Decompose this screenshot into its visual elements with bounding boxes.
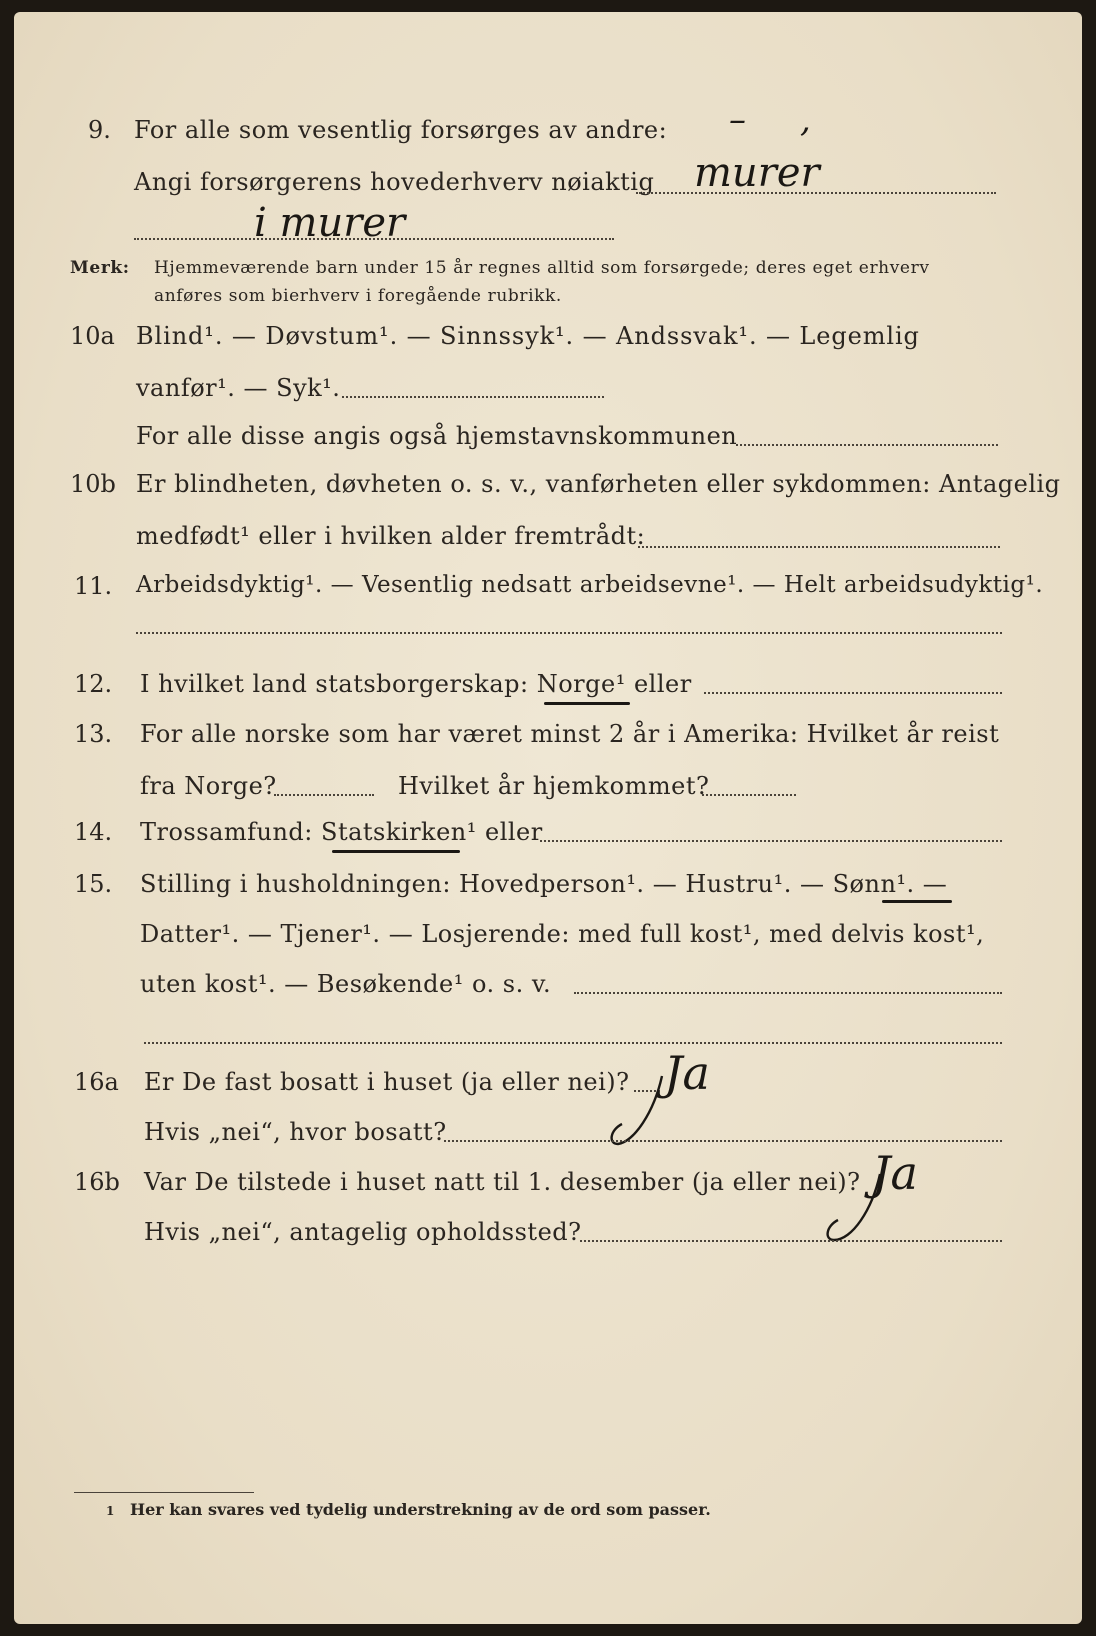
q15-line3: uten kost¹. — Besøkende¹ o. s. v. bbox=[140, 970, 552, 998]
q16b-line1: Var De tilstede i huset natt til 1. desember (ja eller nei)? bbox=[144, 1168, 861, 1196]
q16a-line2-dotted-fill bbox=[444, 1140, 1002, 1142]
q10a-line3: For alle disse angis også hjemstavnskommunen bbox=[136, 422, 738, 450]
q16b-line2: Hvis „nei“, antagelig opholdssted? bbox=[144, 1218, 582, 1246]
q16b-handwritten-answer: Ja bbox=[872, 1146, 918, 1200]
merk-line1: Hjemmeværende barn under 15 år regnes alltid som forsørgede; deres eget erhverv bbox=[154, 258, 930, 278]
merk-line2: anføres som bierhverv i foregående rubrikk. bbox=[154, 286, 562, 306]
q12-dotted-fill bbox=[704, 692, 1002, 694]
q10a-line1: Blind¹. — Døvstum¹. — Sinnssyk¹. — Andssvak¹. — Legemlig bbox=[136, 322, 920, 350]
q10b-line1: Er blindheten, døvheten o. s. v., vanførheten eller sykdommen: Antagelig bbox=[136, 470, 1061, 498]
q15-sonn-underline bbox=[882, 900, 952, 903]
footnote-text: Her kan svares ved tydelig understrekning av de ord som passer. bbox=[130, 1500, 711, 1519]
q10a-line2: vanfør¹. — Syk¹. bbox=[136, 374, 341, 402]
q15-extra-dotted-line bbox=[144, 1042, 1002, 1044]
q11-line1: Arbeidsdyktig¹. — Vesentlig nedsatt arbeidsevne¹. — Helt arbeidsudyktig¹. bbox=[136, 572, 1044, 598]
q9-handwritten-occupation: murer bbox=[694, 150, 820, 196]
q16a-handwritten-answer: Ja bbox=[664, 1046, 710, 1100]
q12-norge-underline bbox=[544, 702, 630, 705]
q11-number: 11. bbox=[74, 572, 113, 600]
census-form-page bbox=[14, 12, 1082, 1624]
q12-line1: I hvilket land statsborgerskap: Norge¹ eller bbox=[140, 670, 692, 698]
merk-label: Merk: bbox=[70, 258, 130, 278]
q14-dotted-fill bbox=[540, 840, 1002, 842]
q13-line2a-dotted-fill bbox=[274, 794, 374, 796]
q9-number: 9. bbox=[88, 116, 111, 144]
q10a-line3-dotted-fill bbox=[736, 444, 998, 446]
q16b-line2-dotted-fill bbox=[580, 1240, 1002, 1242]
q9-line1: For alle som vesentlig forsørges av andre: bbox=[134, 116, 668, 144]
q16a-line1: Er De fast bosatt i huset (ja eller nei)? bbox=[144, 1068, 630, 1096]
q15-number: 15. bbox=[74, 870, 113, 898]
q14-line1: Trossamfund: Statskirken¹ eller bbox=[140, 818, 543, 846]
q14-number: 14. bbox=[74, 818, 113, 846]
q11-dotted-line bbox=[136, 632, 1002, 634]
q14-statskirken-underline bbox=[332, 850, 460, 853]
q16a-line2: Hvis „nei“, hvor bosatt? bbox=[144, 1118, 447, 1146]
footnote-rule bbox=[74, 1492, 254, 1493]
q13-number: 13. bbox=[74, 720, 113, 748]
q9-line2: Angi forsørgerens hovederhverv nøiaktig bbox=[134, 168, 655, 196]
q10b-line2-dotted-fill bbox=[638, 546, 1000, 548]
q10b-number: 10b bbox=[70, 470, 116, 498]
q10b-line2: medfødt¹ eller i hvilken alder fremtrådt: bbox=[136, 522, 646, 550]
footnote-mark: 1 bbox=[106, 1504, 115, 1518]
q10a-number: 10a bbox=[70, 322, 115, 350]
q16b-answer-stroke bbox=[814, 1170, 894, 1250]
q9-handwritten-place: i murer bbox=[254, 200, 406, 246]
q13-line2b: Hvilket år hjemkommet? bbox=[398, 772, 710, 800]
q16b-number: 16b bbox=[74, 1168, 120, 1196]
q13-line1: For alle norske som har været minst 2 år i Amerika: Hvilket år reist bbox=[140, 720, 1000, 748]
q9-dash-marks: – , bbox=[729, 100, 811, 140]
q16a-number: 16a bbox=[74, 1068, 119, 1096]
q12-number: 12. bbox=[74, 670, 113, 698]
q13-line2b-dotted-fill bbox=[702, 794, 796, 796]
q10a-line2-dotted-fill bbox=[342, 396, 604, 398]
q15-line3-dotted-fill bbox=[574, 992, 1002, 994]
q15-line2: Datter¹. — Tjener¹. — Losjerende: med full kost¹, med delvis kost¹, bbox=[140, 920, 985, 948]
q13-line2a: fra Norge? bbox=[140, 772, 277, 800]
q15-line1: Stilling i husholdningen: Hovedperson¹. — Hustru¹. — Sønn¹. — bbox=[140, 870, 948, 898]
